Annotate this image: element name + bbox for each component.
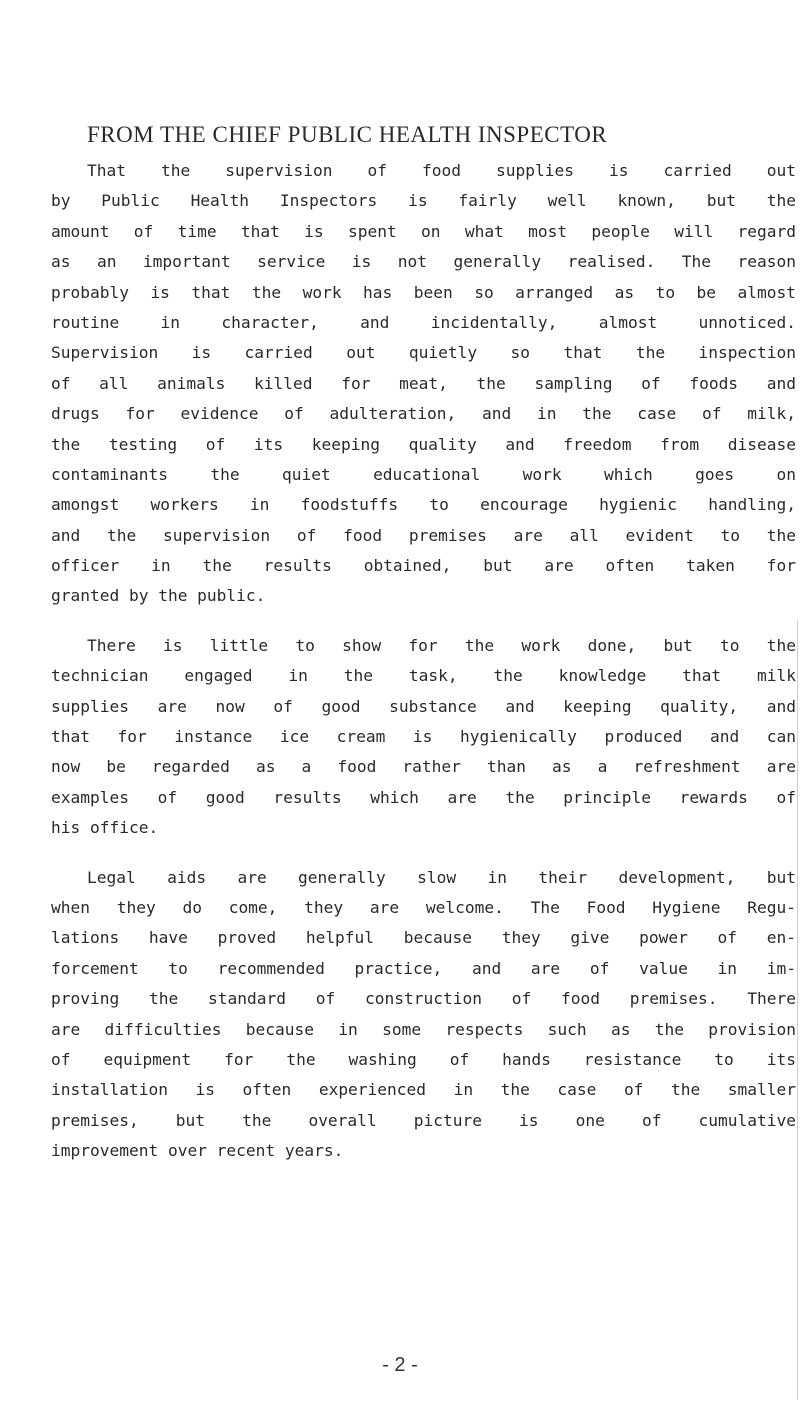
text-line: amount of time that is spent on what most people will regard <box>51 221 796 241</box>
scan-edge-divider <box>797 620 798 1400</box>
text-line: and the supervision of food premises are all evident to the <box>51 525 796 545</box>
text-line: proving the standard of construction of food premises. There <box>51 989 796 1009</box>
text-line: routine in character, and incidentally, almost unnoticed. <box>51 312 796 332</box>
text-line: That the supervision of food supplies is carried out <box>87 161 796 180</box>
text-line: Legal aids are generally slow in their development, but <box>87 867 796 887</box>
text-line: examples of good results which are the principle rewards of <box>51 787 796 807</box>
text-line: of all animals killed for meat, the sampling of foods and <box>51 373 796 393</box>
text-line: There is little to show for the work done, but to the <box>87 635 796 655</box>
page-heading: FROM THE CHIEF PUBLIC HEALTH INSPECTOR <box>87 122 608 147</box>
text-line: his office. <box>51 818 159 838</box>
text-line: lations have proved helpful because they give power of en- <box>51 928 796 948</box>
text-line: that for instance ice cream is hygienically produced and can <box>51 727 796 747</box>
text-line: installation is often experienced in the case of the smaller <box>51 1080 796 1100</box>
text-line: forcement to recommended practice, and are of value in im- <box>51 958 796 978</box>
text-line: as an important service is not generally realised. The reason <box>51 252 796 272</box>
text-line: the testing of its keeping quality and freedom from disease <box>51 434 796 454</box>
text-line: amongst workers in foodstuffs to encourage hygienic handling, <box>51 495 796 515</box>
text-line: technician engaged in the task, the knowledge that milk <box>51 666 796 686</box>
page-number: - 2 - <box>382 1354 418 1376</box>
text-line: officer in the results obtained, but are often taken for <box>51 556 796 576</box>
text-line: drugs for evidence of adulteration, and in the case of milk, <box>51 404 796 424</box>
text-line: are difficulties because in some respects such as the provision <box>51 1019 796 1039</box>
text-line: contaminants the quiet educational work which goes on <box>51 464 796 484</box>
text-line: by Public Health Inspectors is fairly well known, but the <box>51 191 796 211</box>
paragraph-2 <box>51 631 796 844</box>
text-line: now be regarded as a food rather than as a refreshment are <box>51 757 796 777</box>
paragraph-1 <box>51 156 796 612</box>
text-line: Supervision is carried out quietly so that the inspection <box>51 343 796 363</box>
paragraph-3 <box>51 863 796 1167</box>
text-line: supplies are now of good substance and keeping quality, and <box>51 696 796 716</box>
text-line: granted by the public. <box>51 586 266 606</box>
text-line: improvement over recent years. <box>51 1141 344 1161</box>
body-text <box>51 156 796 1186</box>
text-line: probably is that the work has been so arranged as to be almost <box>51 282 796 302</box>
text-line: when they do come, they are welcome. The Food Hygiene Regu- <box>51 897 796 917</box>
text-line: of equipment for the washing of hands resistance to its <box>51 1049 796 1069</box>
text-line: premises, but the overall picture is one of cumulative <box>51 1110 796 1130</box>
